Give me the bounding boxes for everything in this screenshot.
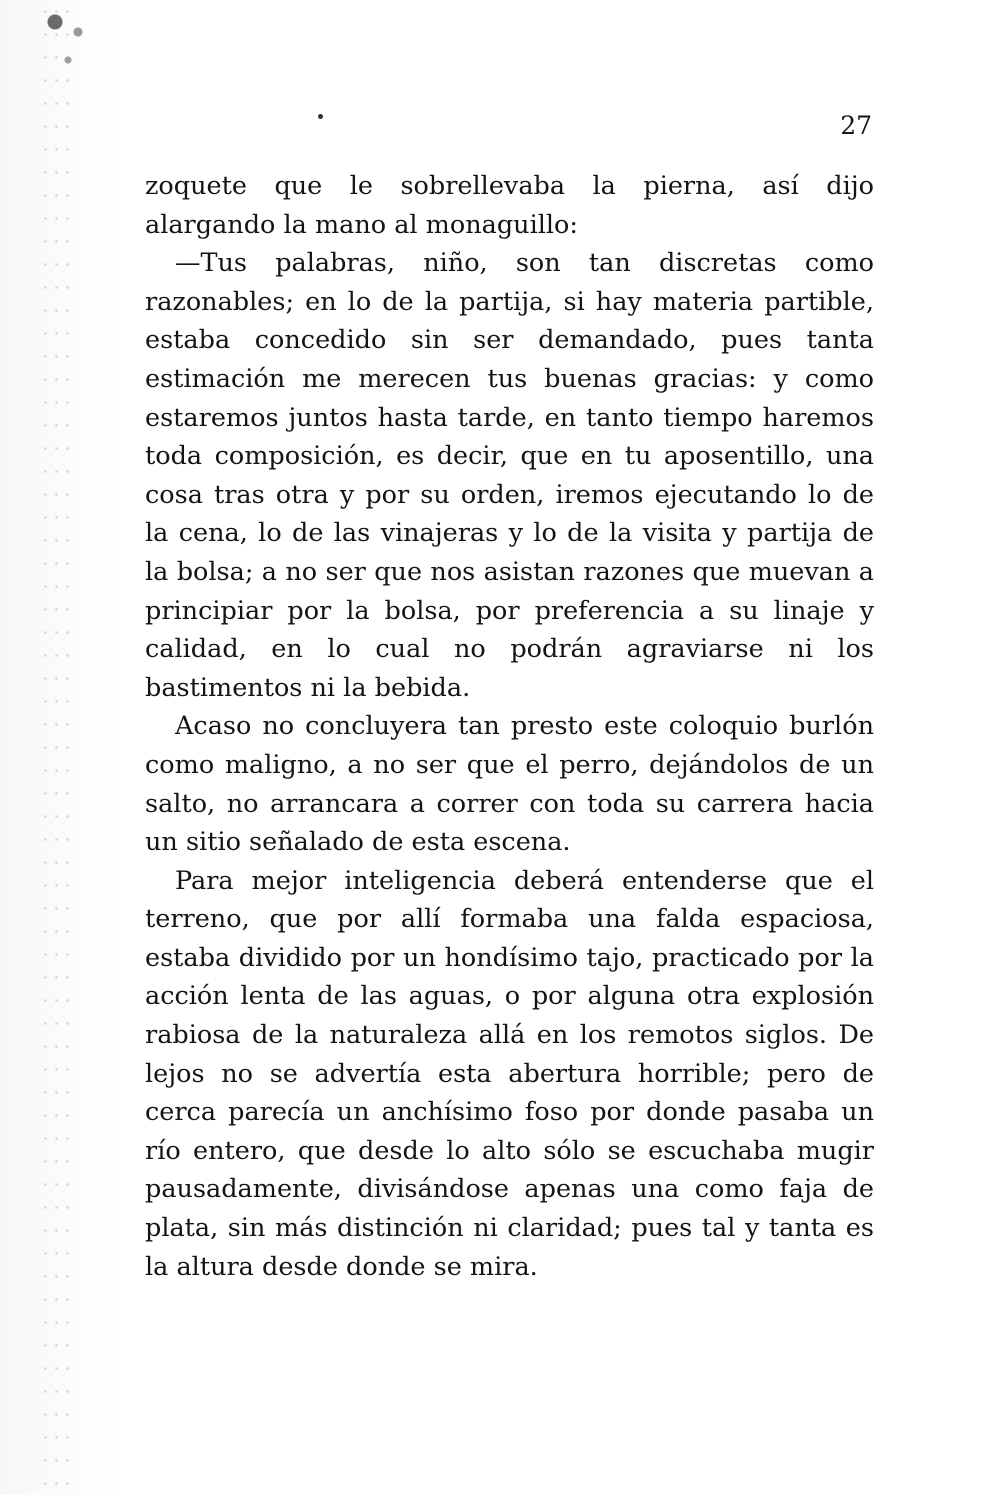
paragraph: Acaso no concluyera tan presto este coloquio burlón como maligno, a no ser que el perro, dejándolos de un salto, no arrancara a correr con toda su carrera hacia un sitio señalado de esta escena.	[145, 711, 874, 858]
paragraph: Para mejor inteligencia deberá entenderse que el terreno, que por allí formaba una falda espaciosa, estaba dividido por un hondísimo tajo, practicado por la acción lenta de las aguas, o por alguna otra explosión rabiosa de la naturaleza allá en los remotos siglos. De lejos no se advertía esta abertura horrible; pero de cerca parecía un anchísimo foso por donde pasaba un río entero, que desde lo alto sólo se escuchaba mugir pausadamente, divisándose apenas una como faja de plata, sin más distinción ni claridad; pues tal y tanta es la altura desde donde se mira.	[145, 865, 874, 1282]
page-gutter-shadow	[0, 0, 120, 1495]
paragraph: —Tus palabras, niño, son tan discretas como razonables; en lo de la partija, si hay materia partible, estaba concedido sin ser demandado, pues tanta estimación me merecen tus buenas gracias: y como estaremos juntos hasta tarde, en tanto tiempo haremos toda composición, es decir, que en tu aposentillo, una cosa tras otra y por su orden, iremos ejecutando lo de la cena, lo de las vinajeras y lo de la visita y partija de la bolsa; a no ser que nos asistan razones que muevan a principiar por la bolsa, por preferencia a su linaje y calidad, en lo cual no podrán agraviarse ni los bastimentos ni la bebida.	[145, 248, 874, 703]
body-text	[145, 167, 874, 1286]
paragraph: zoquete que le sobrellevaba la pierna, así dijo alargando la mano al monaguillo:	[145, 171, 874, 240]
page-number: 27	[840, 111, 872, 140]
ink-dot	[318, 114, 323, 119]
